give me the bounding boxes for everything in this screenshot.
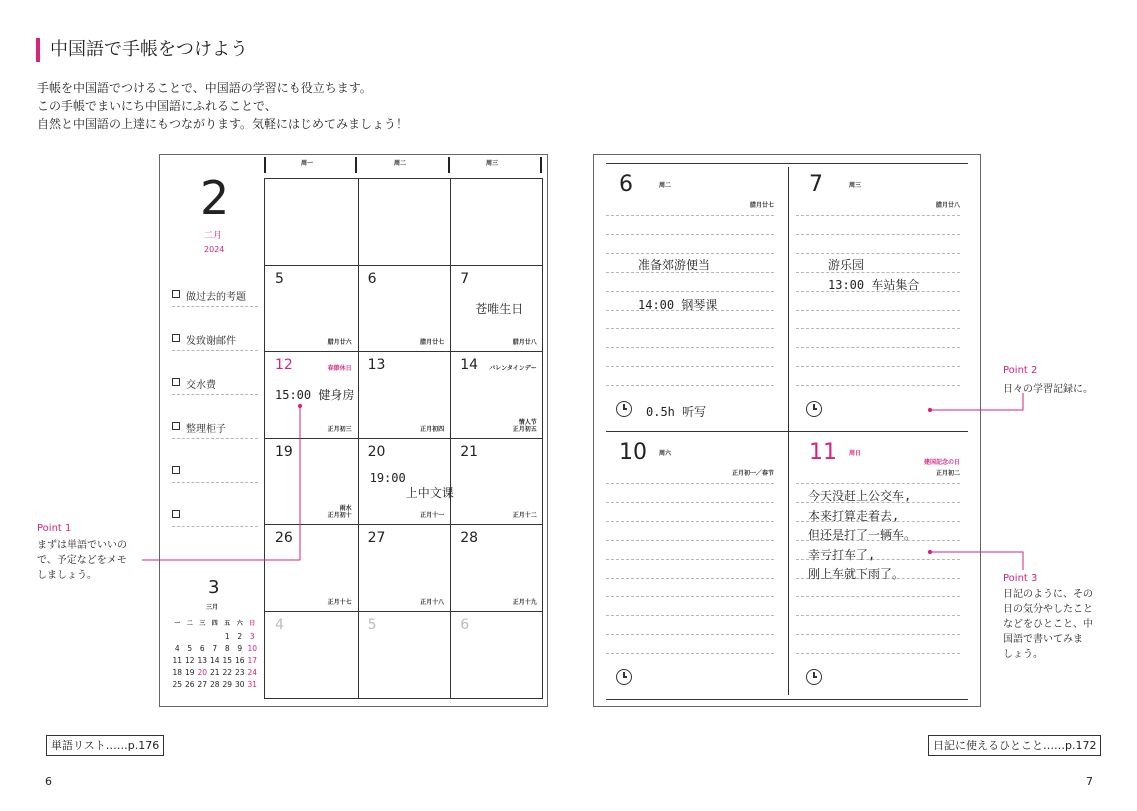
page-title: 中国語で手帳をつけよう bbox=[50, 39, 248, 60]
day-number: 14 bbox=[460, 357, 479, 374]
day-number: 26 bbox=[275, 530, 293, 547]
lunar-date: 腊月廿八 bbox=[512, 339, 537, 347]
mini-day: 11 bbox=[172, 656, 183, 665]
mini-day: 23 bbox=[234, 668, 245, 677]
point-text-line: しましょう。 bbox=[37, 570, 97, 581]
diary-line: 今天没赶上公交车, bbox=[808, 489, 912, 503]
mini-day: 14 bbox=[209, 656, 220, 665]
lunar-date: 情人节 正月初五 bbox=[512, 418, 537, 433]
mini-day: 28 bbox=[209, 680, 220, 689]
month-cn: 二月 bbox=[204, 231, 223, 241]
point-3-connector bbox=[930, 552, 1023, 570]
mini-day: 1 bbox=[224, 632, 230, 641]
week-day-label: 周日 bbox=[849, 450, 862, 457]
mini-day: 6 bbox=[199, 644, 205, 653]
mini-day: 2 bbox=[237, 632, 243, 641]
holiday-tag: バレンタインデー bbox=[489, 365, 537, 373]
lunar-date: 正月十九 bbox=[512, 598, 537, 606]
mini-day: 21 bbox=[209, 668, 220, 677]
holiday-tag: 建国記念の日 bbox=[923, 459, 960, 466]
holiday-tag: 春節休日 bbox=[327, 365, 352, 373]
day-number: 5 bbox=[367, 617, 377, 633]
diary-line: 幸亏打车了, bbox=[808, 547, 876, 562]
mini-weekday: 日 bbox=[249, 620, 256, 627]
lunar-date: 正月初四 bbox=[420, 425, 445, 433]
point-3-title: Point 3 bbox=[1003, 573, 1038, 584]
mini-day: 22 bbox=[222, 668, 233, 677]
point-1-title: Point 1 bbox=[37, 523, 72, 534]
mini-day: 19 bbox=[184, 668, 195, 677]
day-number: 5 bbox=[275, 270, 284, 287]
day-number: 7 bbox=[460, 270, 470, 287]
lunar-date: 雨水 正月初十 bbox=[327, 505, 352, 520]
mini-day: 20 bbox=[197, 668, 208, 677]
diary-line: 游乐园 bbox=[828, 258, 865, 272]
lunar-date: 正月初三 bbox=[327, 425, 352, 433]
day-number: 20 bbox=[367, 443, 386, 460]
week-day-number: 6 bbox=[619, 172, 633, 197]
mini-day: 9 bbox=[237, 644, 243, 653]
day-number: 28 bbox=[460, 530, 479, 547]
intro-line: 自然と中国語の上達にもつながります。気軽にはじめてみましょう！ bbox=[37, 117, 409, 131]
mini-day: 25 bbox=[172, 680, 183, 689]
mini-month-number: 3 bbox=[208, 577, 220, 598]
day-number: 12 bbox=[275, 357, 293, 374]
week-day-label: 周二 bbox=[659, 182, 672, 189]
mini-day: 16 bbox=[234, 656, 245, 665]
lunar-date: 正月初一／春节 bbox=[731, 470, 774, 477]
mini-day: 18 bbox=[172, 668, 183, 677]
lunar-date: 腊月廿八 bbox=[935, 202, 960, 209]
study-time: 0.5h 听写 bbox=[646, 405, 707, 419]
mini-day: 3 bbox=[249, 632, 255, 641]
diary-line: 本来打算走着去, bbox=[808, 508, 900, 523]
lunar-date: 正月十二 bbox=[512, 512, 537, 520]
mini-day: 5 bbox=[187, 644, 193, 653]
mini-day: 17 bbox=[247, 656, 258, 665]
mini-day: 15 bbox=[222, 656, 233, 665]
lunar-date: 正月十七 bbox=[327, 598, 352, 606]
mini-day: 31 bbox=[247, 680, 258, 689]
lunar-date: 腊月廿七 bbox=[749, 202, 774, 209]
day-number: 27 bbox=[367, 530, 386, 547]
mini-day: 30 bbox=[234, 680, 245, 689]
intro-line: 手帳を中国語でつけることで、中国語の学習にも役立ちます。 bbox=[37, 81, 372, 95]
diary-line: 刚上车就下雨了。 bbox=[808, 567, 905, 582]
diary-line: 准备郊游便当 bbox=[638, 258, 711, 272]
day-number: 21 bbox=[460, 443, 479, 460]
diary-line: 14:00 钢琴课 bbox=[638, 297, 718, 312]
mini-day: 4 bbox=[174, 644, 180, 653]
mini-day: 13 bbox=[197, 656, 208, 665]
point-2-title: Point 2 bbox=[1003, 365, 1038, 376]
week-day-number: 7 bbox=[809, 172, 823, 197]
point-1-connector bbox=[142, 406, 300, 560]
month-number: 2 bbox=[200, 171, 230, 225]
point-text-line: 国語で書いてみま bbox=[1003, 634, 1083, 645]
page-number-left: 6 bbox=[45, 775, 52, 788]
point-text-line: などをひとこと、中 bbox=[1003, 619, 1093, 630]
week-day-label: 周六 bbox=[659, 450, 672, 457]
day-number: 13 bbox=[367, 357, 386, 374]
todo-item: 做过去的考题 bbox=[186, 292, 246, 303]
day-number: 6 bbox=[367, 270, 377, 287]
cell-note: 19:00 上中文课 bbox=[369, 470, 454, 500]
point-text-line: で、予定などをメモ bbox=[37, 555, 127, 566]
todo-item: 发致谢邮件 bbox=[186, 336, 236, 347]
mini-weekday: 六 bbox=[236, 620, 243, 627]
cell-note: 15:00 健身房 bbox=[275, 388, 355, 403]
mini-day: 8 bbox=[224, 644, 230, 653]
phrase-reference: 日記に使えるひとこと……p.172 bbox=[928, 735, 1101, 756]
weekday-label: 周二 bbox=[394, 160, 407, 167]
weekday-label: 周三 bbox=[486, 160, 499, 167]
mini-day: 12 bbox=[184, 656, 195, 665]
diary-line: 但还是打了一辆车。 bbox=[808, 528, 917, 543]
mini-day: 27 bbox=[197, 680, 208, 689]
word-list-reference: 単語リスト……p.176 bbox=[46, 735, 164, 756]
weekday-label: 周一 bbox=[301, 160, 314, 167]
mini-day: 29 bbox=[222, 680, 233, 689]
point-2-text: 日々の学習記録に。 bbox=[1003, 384, 1093, 395]
cell-note: 苍唯生日 bbox=[475, 301, 524, 316]
point-text-line: 日記のように、その bbox=[1003, 589, 1093, 600]
mini-day: 26 bbox=[184, 680, 195, 689]
point-2-connector bbox=[930, 393, 1023, 410]
mini-day: 24 bbox=[247, 668, 258, 677]
lunar-date: 腊月廿六 bbox=[327, 339, 352, 347]
mini-weekday: 一 bbox=[174, 620, 181, 627]
mini-weekday: 三 bbox=[199, 620, 206, 627]
day-number: 19 bbox=[275, 443, 293, 460]
lunar-date: 正月初二 bbox=[935, 470, 960, 477]
intro-line: この手帳でまいにち中国語にふれることで、 bbox=[37, 99, 277, 113]
week-day-number: 11 bbox=[809, 440, 837, 465]
todo-item: 交水费 bbox=[186, 380, 216, 391]
mini-month-cn: 三月 bbox=[206, 604, 219, 611]
day-number: 4 bbox=[275, 617, 284, 633]
week-day-label: 周三 bbox=[849, 182, 862, 189]
diary-line: 13:00 车站集合 bbox=[828, 278, 920, 292]
point-text-line: しょう。 bbox=[1003, 649, 1043, 660]
point-text-line: まずは単語でいいの bbox=[37, 540, 127, 551]
month-year: 2024 bbox=[204, 245, 225, 254]
mini-day: 7 bbox=[212, 644, 218, 653]
mini-weekday: 二 bbox=[186, 620, 193, 627]
mini-weekday: 四 bbox=[211, 620, 218, 627]
page-number-right: 7 bbox=[1086, 775, 1093, 788]
lunar-date: 正月十八 bbox=[420, 598, 445, 606]
lunar-date: 腊月廿七 bbox=[420, 339, 445, 347]
mini-day: 10 bbox=[247, 644, 258, 653]
point-text-line: 日の気分やしたこと bbox=[1003, 604, 1093, 615]
mini-weekday: 五 bbox=[224, 620, 231, 627]
todo-item: 整理柜子 bbox=[186, 424, 226, 435]
week-day-number: 10 bbox=[619, 440, 647, 465]
lunar-date: 正月十一 bbox=[420, 512, 445, 520]
day-number: 6 bbox=[460, 617, 470, 633]
